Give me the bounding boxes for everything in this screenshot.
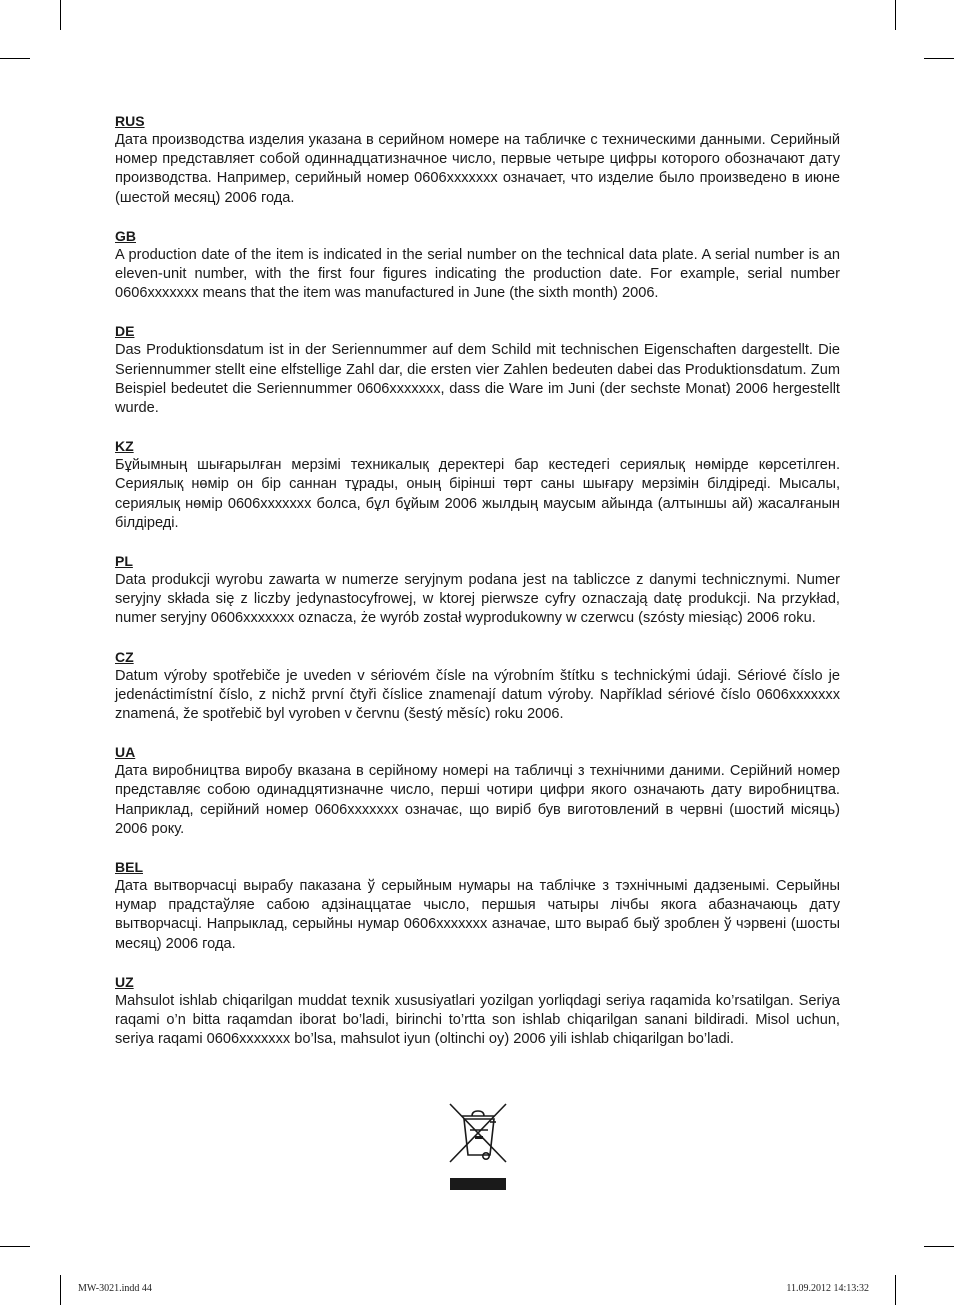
crop-mark	[924, 1246, 954, 1247]
crossed-out-wheelie-bin-icon	[446, 1100, 510, 1192]
crop-mark	[0, 58, 30, 59]
language-heading: BEL	[115, 859, 143, 876]
paragraph: Datum výroby spotřebiče je uveden v sériovém čísle na výrobním štítku s technickými údaji. Sériové číslo je jedenáctimístní číslo, z nichž první čtyři číslice znamenají datum výroby. Například sériové číslo 0606xxxxxxx znamená, že spotřebič byl vyroben v červnu (šestý měsíc) roku 2006.	[115, 667, 840, 723]
section-kz	[115, 437, 840, 533]
footer-file-name: MW-3021.indd 44	[78, 1283, 152, 1294]
crop-mark	[60, 1275, 61, 1305]
section-de	[115, 322, 840, 418]
section-ua	[115, 743, 840, 839]
paragraph: Дата производства изделия указана в серийном номере на табличке с техническими данными. Серийный номер представляет собой одиннадцатизначное число, первые четыре цифры которого обозначают дату производства. Например, серийный номер 0606xxxxxxx означает, что изделие было произведено в июне (шестой месяц) 2006 года.	[115, 132, 840, 206]
section-uz	[115, 973, 840, 1050]
section-rus	[115, 112, 840, 208]
section-gb	[115, 227, 840, 304]
paragraph: Дата виробництва виробу вказана в серійному номері на табличці з технічними даними. Серійний номер представляє собою одинадцятизначне число, перші чотири цифри якого означають дату виробництва. Наприклад, серійний номер 0606xxxxxxx означає, що виріб був виготовлений в червні (шостий місяць) 2006 року.	[115, 763, 840, 837]
section-pl	[115, 552, 840, 629]
crop-mark	[895, 0, 896, 30]
crop-mark	[895, 1275, 896, 1305]
paragraph: Mahsulot ishlab chiqarilgan muddat texnik xususiyatlari yozilgan yorliqdagi seriya raqamida ko’rsatilgan. Seriya raqami o’n bitta raqamdan iborat bo’ladi, birinchi to’rtta son ishlab chiqarilgan sanani bildiradi. Misol uchun, seriya raqami 0606xxxxxxx bo’lsa, mahsulot iyun (oltinchi oy) 2006 yili ishlab chiqarilgan bo’ladi.	[115, 992, 840, 1048]
language-heading: PL	[115, 553, 133, 570]
section-bel	[115, 858, 840, 954]
language-heading: GB	[115, 227, 136, 244]
language-heading: UA	[115, 744, 136, 761]
crop-mark	[60, 0, 61, 30]
paragraph: A production date of the item is indicated in the serial number on the technical data plate. A serial number is an eleven-unit number, with the first four figures indicating the production date. For example, serial number 0606xxxxxxx means that the item was manufactured in June (the sixth month) 2006.	[115, 246, 840, 302]
paragraph: Дата вытворчасці вырабу паказана ў серыйным нумары на таблічке з тэхнічнымі дадзенымі. Серыйны нумар прадстаўляе сабою адзінаццатае чысло, першыя чатыры лічбы якога абазначаюць дату вытворчасці. Напрыклад, серыйны нумар 0606xxxxxxx азначае, што выраб быў зроблен ў чэрвені (шосты месяц) 2006 года.	[115, 878, 840, 952]
paragraph: Бұйымның шығарылған мерзімі техникалық деректері бар кестедегі сериялық нөмірде көрсетілген. Сериялық нөмір он бір саннан тұрады, оның бірінші төрт саны шығару мерзімін білдіреді. Мысалы, сериялық нөмір 0606xxxxxxx болса, бұл бұйым 2006 жылдың маусым айында (алтыншы ай) жасалғанын білдіреді.	[115, 457, 840, 531]
paragraph: Das Produktionsdatum ist in der Seriennummer auf dem Schild mit technischen Eigenschaften dargestellt. Die Seriennummer stellt eine elfstellige Zahl dar, die ersten vier Zahlen bedeuten dabei das Produktionsdatum. Zum Beispiel bedeutet die Seriennummer 0606xxxxxxx, dass die Ware im Juni (der sechste Monat) 2006 hergestellt wurde.	[115, 342, 840, 417]
language-heading: RUS	[115, 113, 145, 129]
paragraph: Data produkcji wyrobu zawarta w numerze seryjnym podana jest na tabliczce z danymi technicznymi. Numer seryjny składa się z liczby jedynastocyfrowej, w ktorej pierwsze cyfry oznaczają datę produkcji. Na przykład, numer seryjny 0606xxxxxxx oznacza, że wyrób został wyprodukowny w czerwcu (szósty miesiąc) 2006 roku.	[115, 572, 840, 627]
crop-mark	[924, 58, 954, 59]
language-heading: CZ	[115, 648, 134, 665]
language-heading: KZ	[115, 438, 134, 455]
language-heading: UZ	[115, 973, 134, 990]
document-body	[115, 112, 840, 1069]
section-cz	[115, 648, 840, 725]
crop-mark	[0, 1246, 30, 1247]
language-heading: DE	[115, 323, 135, 340]
footer-timestamp: 11.09.2012 14:13:32	[786, 1283, 869, 1294]
